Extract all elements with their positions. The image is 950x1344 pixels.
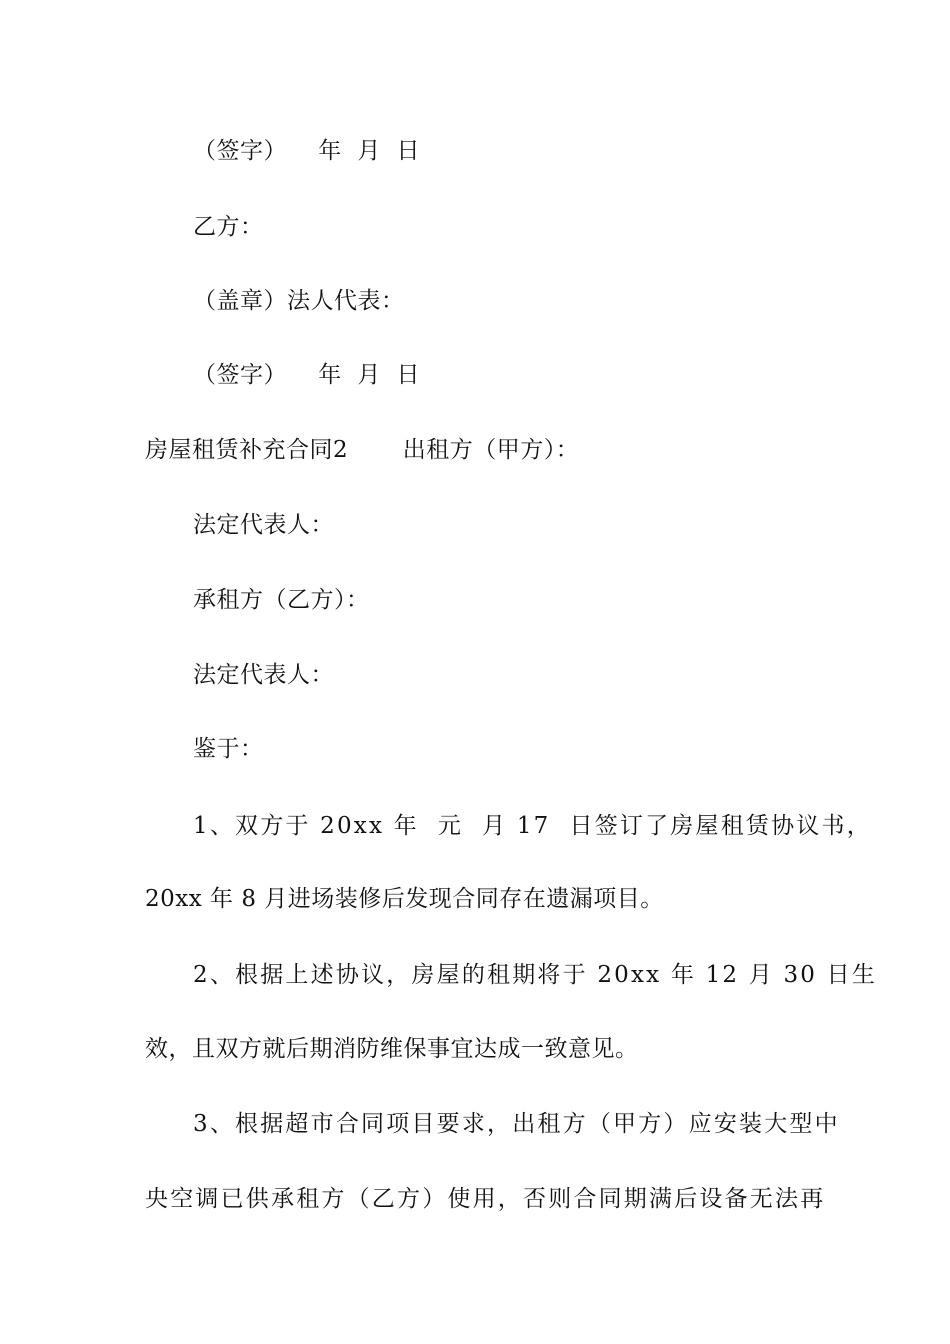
clause-2-line-2: 效，且双方就后期消防维保事宜达成一致意见。: [145, 1036, 639, 1062]
signature-date-line: （签字） 年 月 日: [193, 138, 420, 164]
clause-3-line-1: 3、根据超市合同项目要求，出租方（甲方）应安装大型中: [193, 1111, 840, 1137]
legal-representative-line: 法定代表人：: [193, 512, 334, 538]
party-b-label: 乙方：: [193, 214, 264, 240]
contract-title-and-lessor: 房屋租赁补充合同2 出租方（甲方）：: [145, 437, 580, 463]
clause-1-line-2: 20xx 年 8 月进场装修后发现合同存在遗漏项目。: [145, 886, 664, 912]
seal-legal-rep-line: （盖章）法人代表：: [193, 288, 405, 314]
signature-date-line: （签字） 年 月 日: [193, 362, 420, 388]
whereas-heading: 鉴于：: [193, 736, 264, 762]
clause-1-line-1: 1、双方于 20xx 年 元 月 17 日签订了房屋租赁协议书，: [193, 813, 872, 839]
clause-2-line-1: 2、根据上述协议，房屋的租期将于 20xx 年 12 月 30 日生: [193, 962, 878, 988]
clause-3-line-2: 央空调已供承租方（乙方）使用，否则合同期满后设备无法再: [145, 1186, 826, 1212]
lessee-line: 承租方（乙方）：: [193, 587, 370, 613]
legal-representative-line: 法定代表人：: [193, 662, 334, 688]
